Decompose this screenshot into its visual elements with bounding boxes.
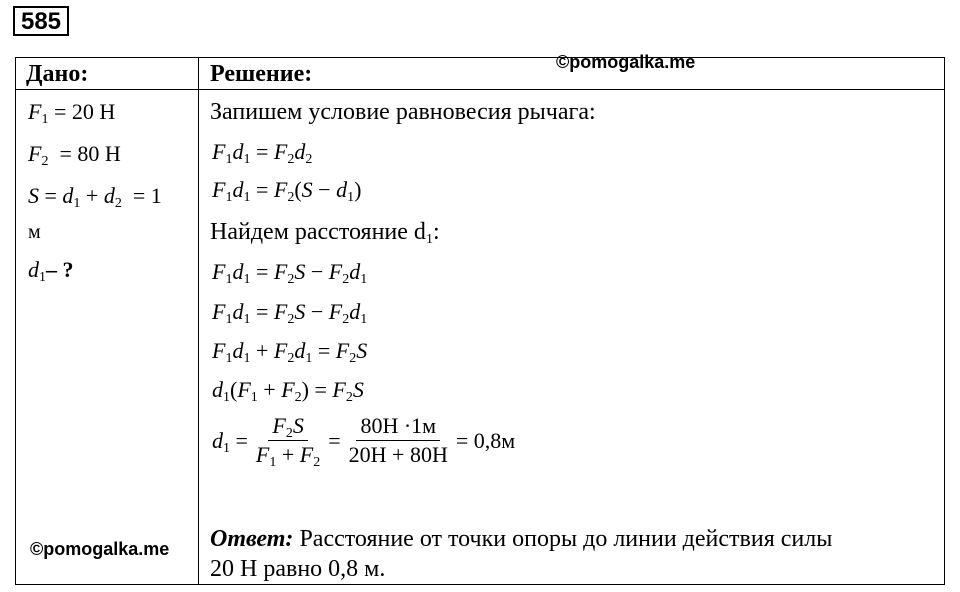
- given-heading: Дано:: [26, 61, 89, 87]
- problem-number: 585: [13, 6, 69, 36]
- equation-1: $F_1d_1 = F_2d_2$: [212, 139, 313, 167]
- watermark-top: ©pomogalka.me: [556, 52, 696, 72]
- fraction-numerator: 80Н ·1м: [356, 414, 440, 441]
- unknown-mark: – ?: [46, 257, 74, 282]
- find-colon: :: [432, 219, 440, 245]
- solution-find: Найдем расстояние $d_1$:: [210, 219, 440, 247]
- answer-line-2: 20 Н равно 0,8 м.: [210, 556, 386, 582]
- fraction-denominator: 20Н + 80Н: [348, 442, 448, 467]
- final-result: = 0,8м: [455, 427, 516, 453]
- given-f1-value: 20 Н: [71, 99, 116, 124]
- fraction-numeric: [345, 414, 452, 467]
- equation-6: $d_1(F_1 + F_2) = F_2S$: [212, 377, 364, 405]
- equation-5: $F_1d_1 + F_2d_1 = F_2S$: [212, 338, 368, 366]
- equation-final: $d_1$ = $\frac{F_2S}{F_1 + F_2}$ = $\frac{80Н \cdot 1м}{20Н + 80Н}$ = 0,8м: [212, 413, 516, 470]
- given-s-value: 1: [150, 183, 162, 208]
- given-f2-value: 80 Н: [77, 141, 121, 166]
- answer-text-1: Расстояние от точки опоры до линии действия силы: [293, 526, 833, 552]
- equation-3: $F_1d_1 = F_2S - F_2d_1$: [212, 259, 368, 287]
- given-f2: $F_2 = 80$ Н: [28, 141, 121, 169]
- equation-4: $F_1d_1 = F_2S - F_2d_1$: [212, 299, 368, 327]
- given-s-unit: м: [28, 221, 41, 243]
- solution-intro: Запишем условие равновесия рычага:: [210, 99, 596, 125]
- answer-line-1: [210, 525, 832, 553]
- find-text: Найдем расстояние d: [210, 219, 426, 245]
- given-unknown: $d_1-$ ?: [28, 257, 74, 285]
- solution-table: [15, 57, 945, 585]
- answer-label: Ответ:: [210, 526, 294, 552]
- solution-heading: Решение:: [210, 61, 313, 87]
- equation-2: $F_1d_1 = F_2(S - d_1)$: [212, 177, 362, 205]
- given-f1: $F_1 = 20$ Н: [28, 99, 116, 127]
- header-divider: [15, 89, 945, 90]
- watermark-bottom: ©pomogalka.me: [30, 539, 170, 559]
- given-s: $S = d_1 + d_2 = 1$: [28, 183, 162, 211]
- fraction-symbolic: $\frac{F_2S}{F_1 + F_2}$: [255, 413, 321, 470]
- column-divider: [198, 57, 199, 585]
